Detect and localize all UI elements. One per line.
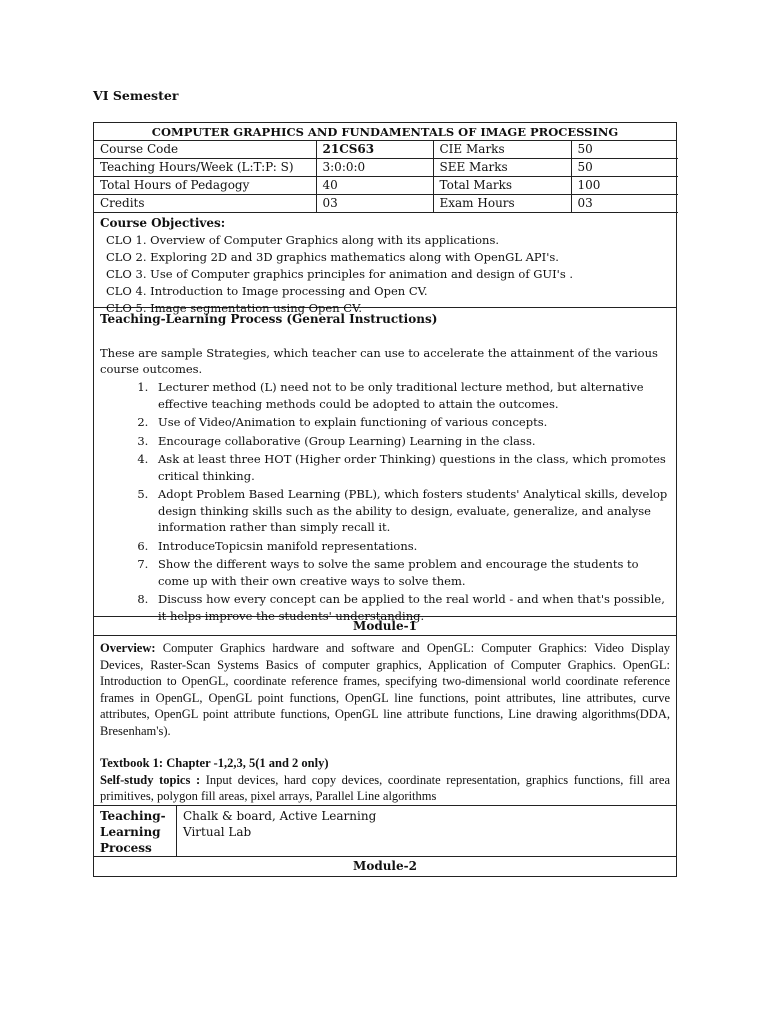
course-info-section [94,141,676,213]
table-row [94,177,678,195]
module-1-teaching-learning [94,806,676,857]
semester-heading: VI Semester [93,88,179,103]
list-item: 4. Ask at least three HOT (Higher order Thinking) questions in the class, which promotes critical thinking. [152,451,670,484]
course-title: COMPUTER GRAPHICS AND FUNDAMENTALS OF IMAGE PROCESSING [94,123,676,141]
list-item: 8. Discuss how every concept can be applied to the real world - and when that's possible, it helps improve the students' understanding. [152,591,670,624]
objectives-heading: Course Objectives: [100,216,226,230]
textbook-text: Textbook 1: Chapter -1,2,3, 5(1 and 2 only) [100,756,329,770]
self-study-text: Input devices, hard copy devices, coordinate representation, graphics functions, fill area primitives, polygon fill areas, pixel arrays, Parallel Line algorithms [100,772,670,803]
tl-label: Teaching-Learning Process [94,806,177,856]
course-code-value: 21CS63 [316,141,433,159]
tlp-intro: These are sample Strategies, which teacher can use to accelerate the attainment of the various course outcomes. [100,346,658,376]
course-objectives [94,213,676,315]
list-item: 6. IntroduceTopicsin manifold representations. [152,538,670,555]
list-item: 7. Show the different ways to solve the same problem and encourage the students to come up with their own creative ways to solve them. [152,556,670,589]
course-code-label: Course Code [94,141,316,159]
list-item: CLO 4. Introduction to Image processing and Open CV. [106,284,428,298]
textbook-reference [100,755,670,772]
tlp-list [100,379,670,624]
overview-label: Overview: [100,641,156,655]
credits-value: 03 [316,195,433,213]
module-1-title: Module-1 [94,617,676,636]
total-marks-value: 100 [571,177,678,195]
cie-marks-label: CIE Marks [433,141,571,159]
pedagogy-hours-label: Total Hours of Pedagogy [94,177,316,195]
list-item: CLO 5. Image segmentation using Open CV. [106,301,363,315]
list-item: 3. Encourage collaborative (Group Learning) Learning in the class. [152,433,670,450]
table-row [94,141,678,159]
tl-line-2: Virtual Lab [183,825,252,839]
cie-marks-value: 50 [571,141,678,159]
see-marks-label: SEE Marks [433,159,571,177]
self-study-label: Self-study topics : [100,772,201,787]
syllabus-table [93,122,677,877]
table-row [94,159,678,177]
teaching-learning-process [94,308,676,623]
see-marks-value: 50 [571,159,678,177]
list-item: CLO 1. Overview of Computer Graphics along with its applications. [106,233,500,247]
teaching-hours-label: Teaching Hours/Week (L:T:P: S) [94,159,316,177]
module-1-overview [94,636,676,806]
teaching-hours-value: 3:0:0:0 [316,159,433,177]
pedagogy-hours-value: 40 [316,177,433,195]
module-2-title: Module-2 [353,859,417,873]
overview-text: Computer Graphics hardware and software and OpenGL: Computer Graphics: Video Display Devices, Raster-Scan Systems Basics of computer graphics, Application of Computer Graphics. OpenGL: Introduction to OpenGL, coordinate reference frames, specifying two-dimensional world coordinate reference frames in OpenGL, OpenGL point functions, OpenGL line functions, point attributes, line attributes, curve attributes, OpenGL point attribute functions, OpenGL line attribute functions, Line drawing algorithms(DDA, Bresenham's). [100,641,670,738]
tl-line-1: Chalk & board, Active Learning [183,809,377,823]
tlp-heading: Teaching-Learning Process (General Instructions) [100,312,438,326]
self-study-paragraph [100,772,670,805]
total-marks-label: Total Marks [433,177,571,195]
overview-paragraph [100,640,670,739]
tl-value [177,806,376,856]
list-item: 1. Lecturer method (L) need not to be only traditional lecture method, but alternative effective teaching methods could be adopted to attain the outcomes. [152,379,670,412]
course-info-table [94,141,678,213]
list-item: CLO 3. Use of Computer graphics principles for animation and design of GUI's . [106,267,574,281]
list-item: 2. Use of Video/Animation to explain functioning of various concepts. [152,414,670,431]
list-item: CLO 2. Exploring 2D and 3D graphics mathematics along with OpenGL API's. [106,250,559,264]
exam-hours-value: 03 [571,195,678,213]
list-item: 5. Adopt Problem Based Learning (PBL), which fosters students' Analytical skills, develop design thinking skills such as the ability to design, evaluate, generalize, and analyse information rather than simply recall it. [152,486,670,536]
table-row [94,195,678,213]
credits-label: Credits [94,195,316,213]
exam-hours-label: Exam Hours [433,195,571,213]
